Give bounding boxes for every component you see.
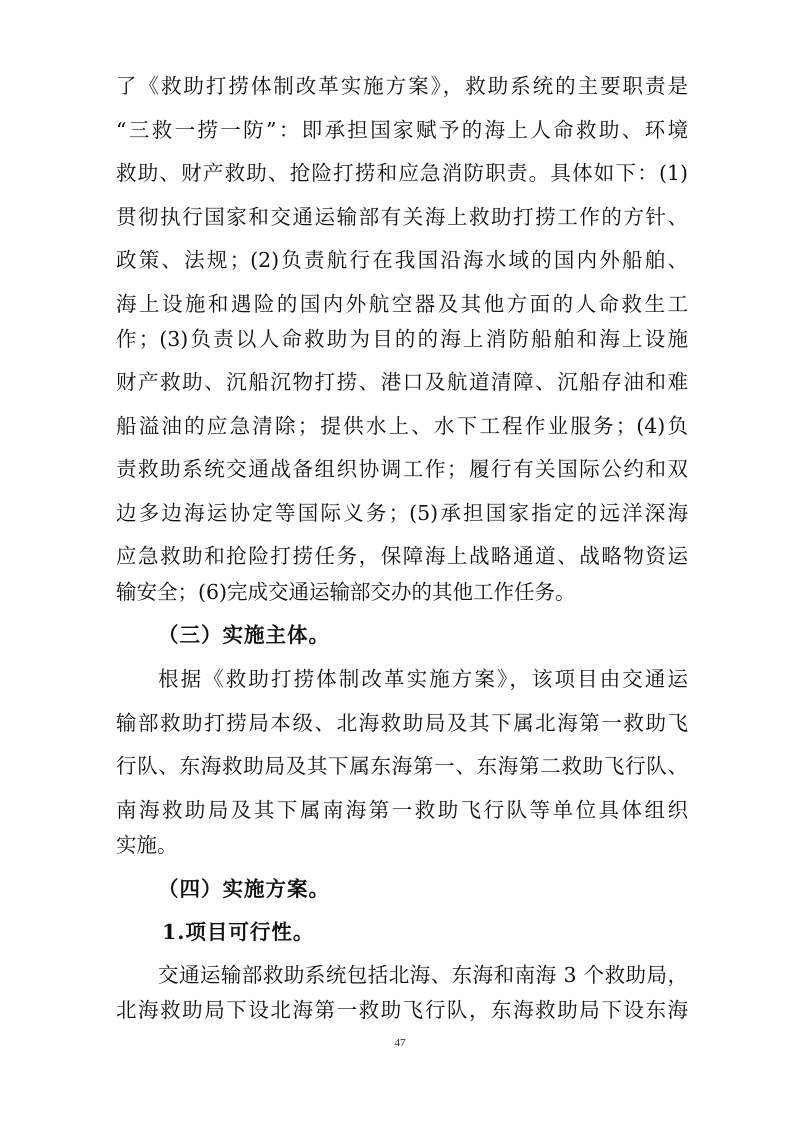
section-heading: （四）实施方案。 (158, 877, 330, 901)
paragraph-line: 行队、东海救助局及其下属东海第一、东海第二救助飞行队、 (116, 754, 688, 778)
paragraph-line: 财产救助、沉船沉物打捞、港口及航道清障、沉船存油和难 (116, 370, 688, 394)
paragraph-line: 南海救助局及其下属南海第一救助飞行队等单位具体组织 (116, 798, 688, 822)
paragraph-line: 贯彻执行国家和交通运输部有关海上救助打捞工作的方针、 (116, 205, 688, 229)
paragraph-line: 政策、法规；(2)负责航行在我国沿海水域的国内外船舶、 (116, 248, 688, 272)
paragraph-line: 海上设施和遇险的国内外航空器及其他方面的人命救生工 (116, 292, 688, 316)
paragraph-line: 救助、财产救助、抢险打捞和应急消防职责。具体如下：(1) (116, 161, 688, 185)
paragraph-line: 北海救助局下设北海第一救助飞行队，东海救助局下设东海 (116, 998, 688, 1022)
paragraph-line: 输部救助打捞局本级、北海救助局及其下属北海第一救助飞 (116, 711, 688, 735)
paragraph-line: 实施。 (116, 833, 178, 857)
paragraph-line: “三救一捞一防”：即承担国家赋予的海上人命救助、环境 (116, 118, 688, 142)
paragraph-line: 应急救助和抢险打捞任务，保障海上战略通道、战略物资运 (116, 544, 688, 568)
subsection-heading: 1.项目可行性。 (162, 920, 315, 944)
paragraph-line: 边多边海运协定等国际义务；(5)承担国家指定的远洋深海 (116, 501, 688, 525)
paragraph-line: 了《救助打捞体制改革实施方案》，救助系统的主要职责是 (116, 74, 688, 98)
section-heading: （三）实施主体。 (158, 623, 330, 647)
page-number: 47 (394, 1037, 406, 1049)
paragraph-line: 责救助系统交通战备组织协调工作；履行有关国际公约和双 (116, 457, 688, 481)
paragraph-line: 输安全；(6)完成交通运输部交办的其他工作任务。 (116, 580, 576, 604)
paragraph-line: 根据《救助打捞体制改革实施方案》，该项目由交通运 (158, 667, 688, 691)
paragraph-line: 交通运输部救助系统包括北海、东海和南海 3 个救助局， (158, 963, 688, 987)
paragraph-line: 作；(3)负责以人命救助为目的的海上消防船舶和海上设施 (116, 327, 688, 351)
paragraph-line: 船溢油的应急清除；提供水上、水下工程作业服务；(4)负 (116, 414, 688, 438)
